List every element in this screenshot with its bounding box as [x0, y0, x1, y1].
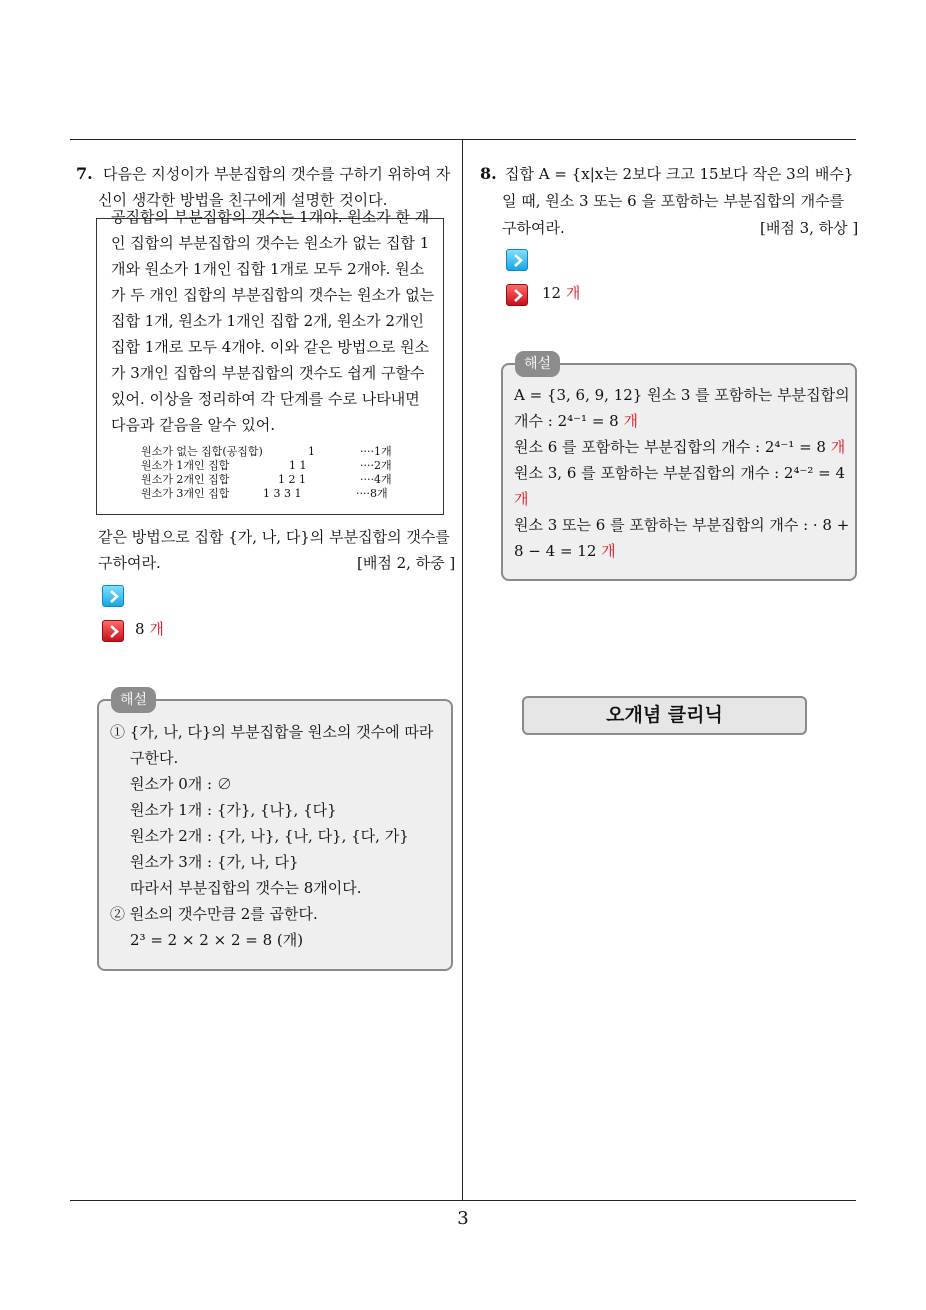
q7-answer-value: 8	[135, 620, 145, 638]
top-rule	[70, 139, 856, 140]
q7-box-line: 개와 원소가 1개인 집합 1개로 모두 2개야. 원소	[111, 260, 425, 278]
page-number: 3	[457, 1208, 469, 1229]
q7-table-total: ····1개	[360, 445, 392, 458]
q8-score: [배점 3, 하상 ]	[760, 219, 859, 237]
q8-solution-line	[514, 541, 616, 561]
q7-box-line: 가 3개인 집합의 부분집합의 갯수도 쉽게 구할수	[111, 364, 425, 382]
q7-after-line: 구하여라.	[98, 554, 161, 572]
q7-table-label: 원소가 2개인 집합	[141, 473, 230, 486]
q8-solution-text: 8 − 4 = 12	[514, 542, 597, 560]
q7-box-line: 공집합의 부분집합의 갯수는 1개야. 원소가 한 개	[111, 208, 430, 226]
bottom-rule	[70, 1200, 856, 1201]
q7-solution-line: 원소가 1개 : {가}, {나}, {다}	[130, 801, 337, 819]
question-8-number: 8.	[480, 164, 497, 183]
q7-table-nums: 1 3 3 1	[263, 487, 302, 500]
q7-answer	[135, 619, 164, 639]
chevron-right-icon[interactable]	[506, 249, 528, 271]
chevron-right-icon[interactable]	[102, 585, 124, 607]
q7-table-total: ····8개	[356, 487, 388, 500]
q8-solution-unit: 개	[830, 438, 846, 456]
q7-box-line: 다음과 같음을 알수 있어.	[111, 416, 275, 434]
q8-solution-line	[514, 411, 638, 431]
q7-table-label: 원소가 1개인 집합	[141, 459, 230, 472]
q8-solution-text: 원소 6 를 포함하는 부분집합의 개수 : 2⁴⁻¹ = 8	[514, 438, 826, 456]
q7-solution-line: 따라서 부분집합의 갯수는 8개이다.	[130, 879, 362, 897]
concept-clinic-button[interactable]: 오개념 클리닉	[522, 696, 807, 735]
q7-table-total: ····2개	[360, 459, 392, 472]
q7-score: [배점 2, 하중 ]	[357, 554, 456, 572]
q7-solution-line: ① {가, 나, 다}의 부분집합을 원소의 갯수에 따라	[110, 723, 434, 741]
q7-table-label: 원소가 3개인 집합	[141, 487, 230, 500]
q7-solution-line: 원소가 2개 : {가, 나}, {나, 다}, {다, 가}	[130, 827, 409, 845]
q8-solution-text: 개수 : 2⁴⁻¹ = 8	[514, 412, 619, 430]
q8-answer	[542, 283, 580, 303]
column-divider	[462, 139, 463, 1201]
q7-box-line: 가 두 개인 집합의 부분집합의 갯수는 원소가 없는	[111, 286, 435, 304]
q7-box-line: 집합 1개, 원소가 1개인 집합 2개, 원소가 2개인	[111, 312, 424, 330]
q7-prompt-line: 신이 생각한 방법을 친구에게 설명한 것이다.	[98, 191, 388, 209]
q7-solution-tag: 해설	[111, 687, 156, 713]
q8-solution-unit: 개	[623, 412, 638, 430]
q7-solution-line: ② 원소의 갯수만큼 2를 곱한다.	[110, 905, 318, 923]
chevron-right-icon[interactable]	[506, 284, 528, 306]
q7-solution-line: 2³ = 2 × 2 × 2 = 8 (개)	[130, 931, 304, 949]
q8-solution-line: 원소 3, 6 를 포함하는 부분집합의 개수 : 2⁴⁻² = 4	[514, 464, 846, 482]
q8-solution-unit: 개	[601, 542, 616, 560]
q7-answer-unit: 개	[149, 620, 164, 638]
q7-table-label: 원소가 없는 집합(공집합)	[141, 445, 263, 458]
question-7-number: 7.	[76, 164, 93, 183]
q8-answer-value: 12	[542, 284, 562, 302]
q8-prompt-line: 구하여라.	[502, 219, 565, 237]
chevron-right-icon[interactable]	[102, 620, 124, 642]
q7-prompt-line: 다음은 지성이가 부분집합의 갯수를 구하기 위하여 자	[103, 165, 451, 183]
q7-table-total: ····4개	[360, 473, 392, 486]
q7-box-line: 있어. 이상을 정리하여 각 단계를 수로 나타내면	[111, 390, 420, 408]
q8-solution-line: 원소 3 또는 6 를 포함하는 부분집합의 개수 : · 8 +	[514, 516, 850, 534]
q7-table-nums: 1 2 1	[278, 473, 306, 486]
q8-prompt-line: 일 때, 원소 3 또는 6 을 포함하는 부분집합의 개수를	[502, 192, 845, 210]
q7-table-nums: 1	[308, 445, 315, 458]
q7-solution-line: 원소가 3개 : {가, 나, 다}	[130, 853, 299, 871]
q7-solution-line: 구한다.	[130, 749, 179, 767]
q7-table-nums: 1 1	[289, 459, 307, 472]
q8-prompt-line: 집합 A = {x|x는 2보다 크고 15보다 작은 3의 배수}	[505, 165, 854, 183]
q7-after-line: 같은 방법으로 집합 {가, 나, 다}의 부분집합의 갯수를	[98, 528, 450, 546]
q8-solution-line: A = {3, 6, 9, 12} 원소 3 를 포함하는 부분집합의	[514, 386, 850, 404]
q7-solution-line: 원소가 0개 : ∅	[130, 775, 232, 793]
q8-answer-unit: 개	[565, 284, 581, 302]
q8-solution-tag: 해설	[515, 351, 560, 377]
q7-box-line: 집합 1개로 모두 4개야. 이와 같은 방법으로 원소	[111, 338, 430, 356]
q7-box-line: 인 집합의 부분집합의 갯수는 원소가 없는 집합 1	[111, 234, 430, 252]
q8-solution-unit: 개	[514, 490, 529, 508]
q8-solution-line	[514, 437, 845, 457]
